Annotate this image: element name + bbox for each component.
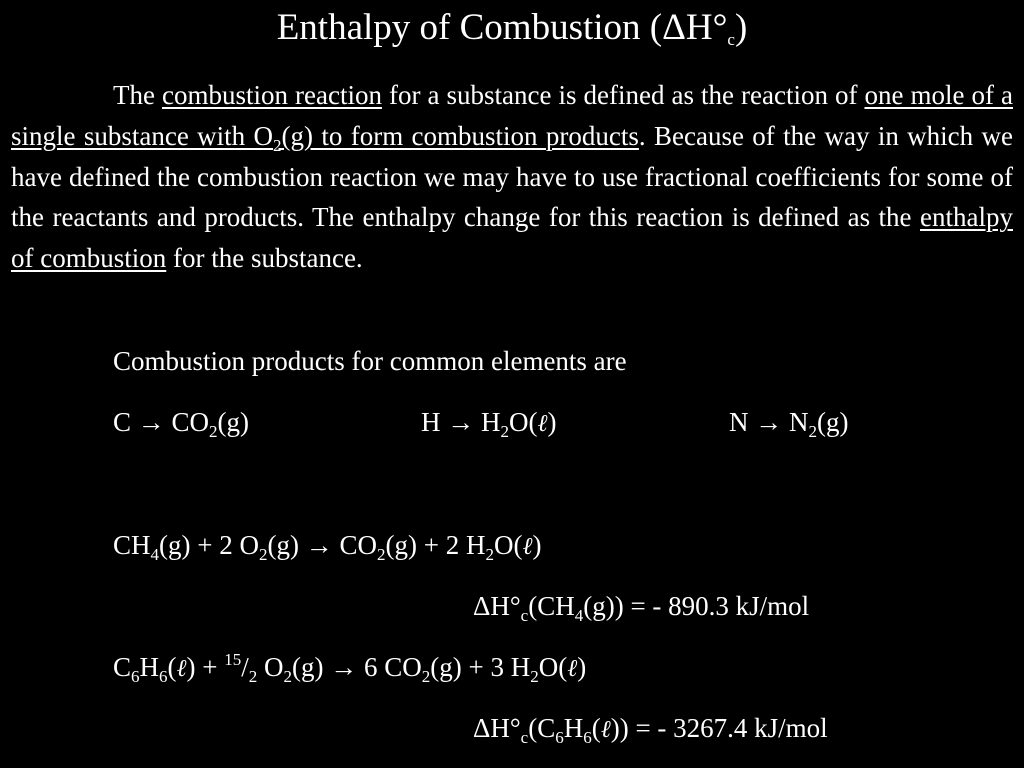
paragraph-text: . Because of the way in which we have defined the combustion reaction we may have to use fractional coefficients for some of the reactants and products. The enthalpy change for this reaction is defined as the bbox=[11, 120, 1013, 233]
enthalpy-benzene bbox=[473, 711, 828, 746]
subscript: 2 bbox=[209, 422, 218, 441]
title-text: Enthalpy of Combustion (ΔH° bbox=[276, 7, 728, 48]
equation-text: ΔH° bbox=[473, 713, 521, 743]
equation-text: H bbox=[139, 652, 160, 682]
subscript: 2 bbox=[273, 135, 282, 155]
products-intro: Combustion products for common elements are bbox=[113, 346, 627, 376]
reaction-methane bbox=[113, 528, 541, 563]
enthalpy-methane bbox=[473, 589, 809, 623]
paragraph-text: for a substance is defined as the reaction of bbox=[381, 80, 865, 110]
subscript: 2 bbox=[258, 545, 268, 564]
equation-text: C bbox=[113, 652, 132, 682]
subscript: 2 bbox=[808, 422, 817, 441]
liquid-symbol: ℓ bbox=[600, 715, 611, 743]
equation-text: O( bbox=[538, 652, 568, 682]
equation-text: CH bbox=[113, 530, 151, 560]
equation-text: (g) + 3 H bbox=[430, 652, 531, 682]
subscript: 2 bbox=[530, 667, 539, 686]
subscript: 2 bbox=[283, 667, 292, 686]
fraction-denominator: 2 bbox=[248, 667, 258, 686]
product-hydrogen bbox=[421, 405, 557, 440]
product-text: H → H bbox=[421, 407, 501, 437]
equation-text: ) + bbox=[186, 652, 225, 682]
subscript: 6 bbox=[131, 667, 140, 686]
product-text: (g) bbox=[817, 407, 849, 437]
product-text: ) bbox=[547, 407, 557, 437]
product-carbon bbox=[113, 405, 249, 439]
subscript: c bbox=[520, 728, 529, 747]
subscript: 6 bbox=[555, 728, 564, 747]
title-subscript: c bbox=[727, 30, 735, 49]
term-enthalpy-of-combustion: enthalpy of combustion bbox=[11, 202, 1013, 274]
subscript: 2 bbox=[500, 422, 509, 441]
reaction-benzene bbox=[113, 650, 586, 685]
product-text: O( bbox=[509, 407, 538, 437]
equation-text: (C bbox=[528, 713, 556, 743]
equation-text: ( bbox=[167, 652, 177, 682]
subscript: 4 bbox=[574, 606, 584, 625]
equation-text: (g) + 2 H bbox=[385, 530, 486, 560]
liquid-symbol: ℓ bbox=[567, 654, 578, 682]
term-text: (g) to form combustion products bbox=[281, 120, 639, 151]
product-nitrogen bbox=[729, 405, 848, 439]
term-combustion-reaction: combustion reaction bbox=[162, 80, 382, 110]
equation-text: (g) → 6 CO bbox=[292, 652, 422, 682]
equation-text: )) = - 3267.4 kJ/mol bbox=[610, 713, 828, 743]
definition-paragraph bbox=[11, 75, 1013, 279]
equation-text: O bbox=[257, 652, 284, 682]
subscript: 2 bbox=[421, 667, 431, 686]
product-text: (g) bbox=[217, 407, 250, 437]
equation-text: H bbox=[563, 713, 584, 743]
equation-text: O( bbox=[493, 530, 523, 560]
equation-text: ( bbox=[591, 713, 601, 743]
equation-text: ) bbox=[577, 652, 587, 682]
fraction-slash: / bbox=[241, 652, 249, 682]
equation-text: (CH bbox=[528, 591, 575, 621]
term-text: one mole of a single substance with O bbox=[11, 80, 1013, 151]
paragraph-text: The bbox=[113, 80, 162, 110]
subscript: 2 bbox=[376, 545, 386, 564]
title-close-paren: ) bbox=[734, 7, 748, 48]
liquid-symbol: ℓ bbox=[522, 532, 533, 560]
paragraph-text: for the substance. bbox=[166, 243, 363, 274]
fraction-numerator: 15 bbox=[224, 650, 242, 669]
equation-text: (g)) = - 890.3 kJ/mol bbox=[583, 591, 810, 621]
equation-text: ) bbox=[532, 530, 542, 560]
equation-text: ΔH° bbox=[473, 591, 521, 621]
subscript: 6 bbox=[159, 667, 168, 686]
product-text: C → CO bbox=[113, 407, 210, 437]
subscript: c bbox=[520, 606, 529, 625]
liquid-symbol: ℓ bbox=[537, 409, 548, 437]
liquid-symbol: ℓ bbox=[176, 654, 187, 682]
product-text: N → N bbox=[729, 407, 809, 437]
subscript: 4 bbox=[150, 545, 160, 564]
slide-title bbox=[0, 6, 1024, 50]
equation-text: (g) + 2 O bbox=[159, 530, 259, 560]
subscript: 6 bbox=[583, 728, 592, 747]
equation-text: (g) → CO bbox=[267, 530, 377, 560]
subscript: 2 bbox=[485, 545, 494, 564]
